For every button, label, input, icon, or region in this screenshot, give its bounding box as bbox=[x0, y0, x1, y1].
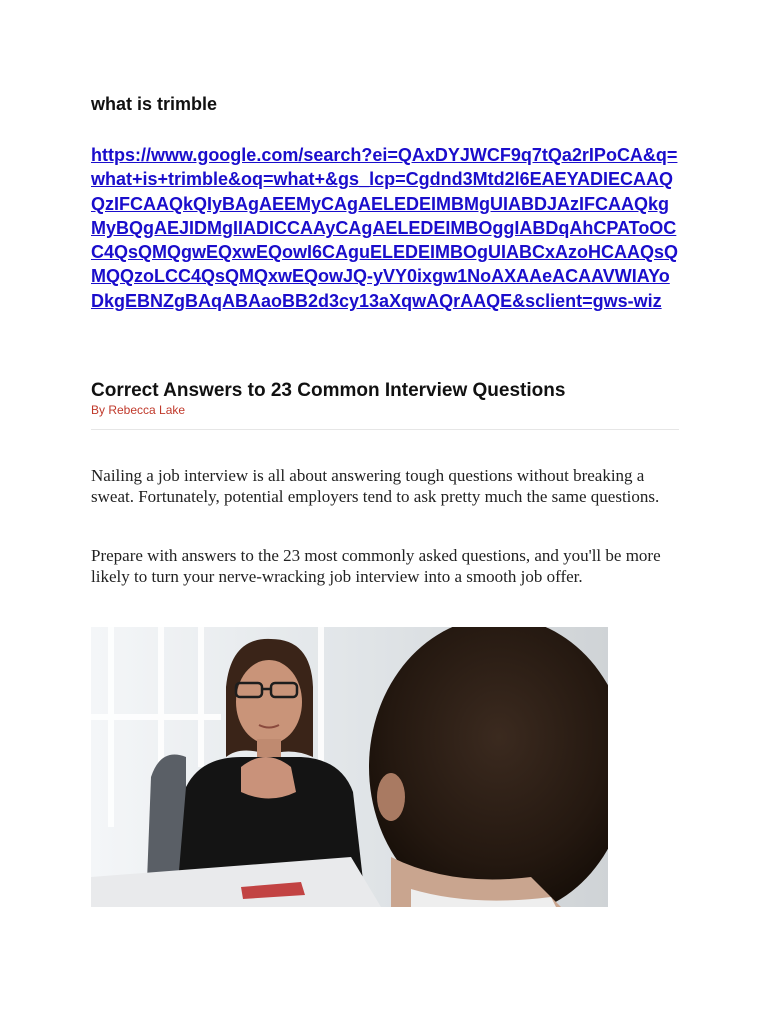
article-paragraph-2: Prepare with answers to the 23 most commonly asked questions, and you'll be more likely to turn your nerve-wracking job interview into a smooth job offer. bbox=[91, 546, 661, 586]
article-title: Correct Answers to 23 Common Interview Questions bbox=[91, 380, 566, 401]
man-ear bbox=[377, 773, 405, 821]
google-search-link[interactable]: https://www.google.com/search?ei=QAxDYJWCF9q7tQa2rIPoCA&q=what+is+trimble&oq=what+&gs_lcp=Cgdnd3Mtd2l6EAEYADIECAAQQzIFCAAQkQIyBAgAEEMyCAgAELEDEIMBMgUIABDJAzIFCAAQkgMyBQgAEJIDMgIIADICCAAyCAgAELEDEIMBOggIABDqAhCPAToOCC4QsQMQgwEQxwEQowI6CAguELEDEIMBOgUIABCxAzoHCAAQsQMQQzoLCC4QsQMQxwEQowJQ-yVY0ixgw1NoAXAAeACAAVWIAYoDkgEBNZgBAqABAaoBB2d3cy13aXqwAQrAAQE&sclient=gws-wiz bbox=[91, 145, 679, 311]
woman-face bbox=[236, 660, 302, 744]
title-divider bbox=[91, 429, 679, 430]
search-query-heading: what is trimble bbox=[91, 94, 218, 114]
interview-photo bbox=[91, 627, 608, 907]
interview-illustration bbox=[91, 627, 608, 907]
article-paragraph-1: Nailing a job interview is all about answering tough questions without breaking a sweat. Fortunately, potential employers tend to ask pretty much the same questions. bbox=[91, 466, 660, 506]
article-byline: By Rebecca Lake bbox=[91, 403, 186, 417]
